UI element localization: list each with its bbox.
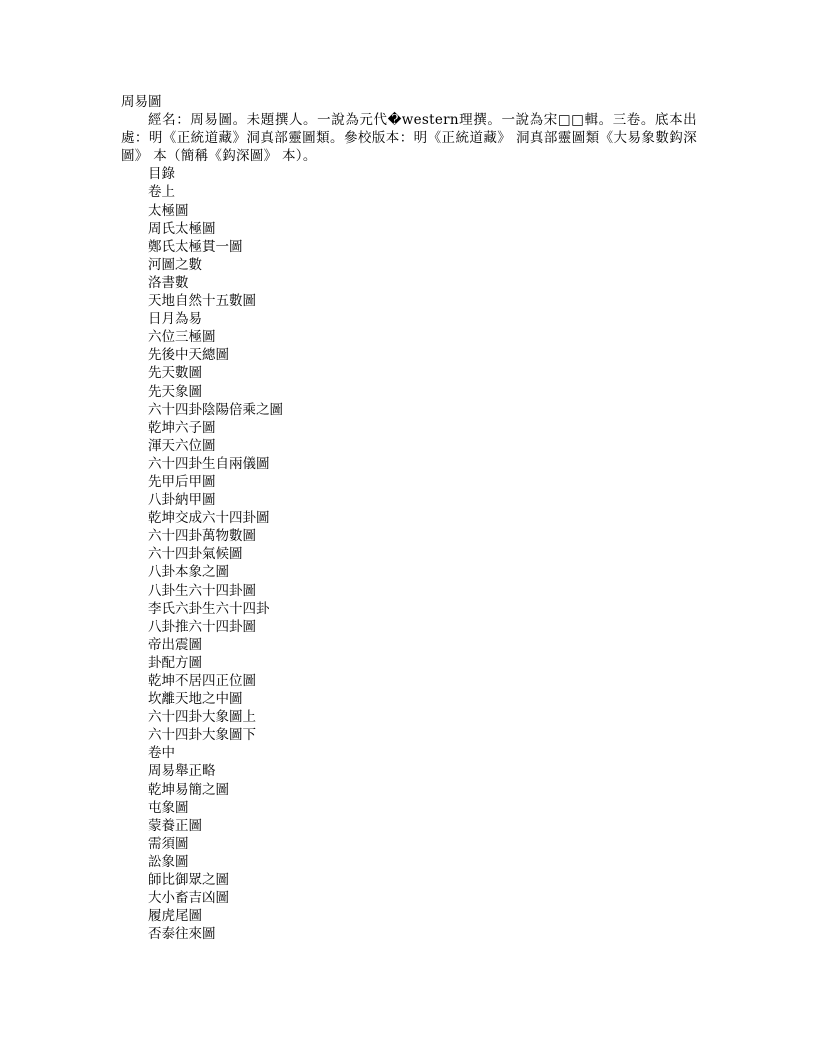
toc-item: 乾坤易簡之圖 [148, 781, 229, 798]
toc-item: 先天數圖 [148, 365, 202, 382]
toc-item: 卷中 [148, 745, 175, 762]
toc-item: 八卦本象之圖 [148, 564, 229, 581]
document-page [121, 93, 697, 943]
toc-item: 八卦生六十四卦圖 [148, 582, 256, 599]
toc-item: 師比御眾之圖 [148, 872, 229, 889]
toc-item: 天地自然十五數圖 [148, 293, 256, 310]
toc-item: 六十四卦大象圖上 [148, 709, 256, 726]
toc-item: 六十四卦陰陽倍乘之圖 [148, 401, 283, 418]
toc-item: 卦配方圖 [148, 654, 202, 671]
table-of-contents [121, 165, 697, 943]
toc-item: 周氏太極圖 [148, 220, 216, 237]
toc-item: 乾坤不居四正位圖 [148, 673, 256, 689]
toc-item: 蒙養正圖 [148, 817, 202, 834]
toc-item: 先天象圖 [148, 383, 202, 400]
toc-item: 渾天六位圖 [148, 437, 216, 454]
toc-item: 目錄 [148, 166, 175, 183]
toc-item: 訟象圖 [148, 853, 189, 870]
toc-item: 乾坤六子圖 [148, 419, 216, 436]
toc-item: 六十四卦生自兩儀圖 [148, 455, 270, 472]
toc-item: 洛書數 [148, 274, 189, 291]
toc-item: 八卦納甲圖 [148, 492, 216, 509]
toc-item: 乾坤交成六十四卦圖 [148, 510, 270, 527]
toc-item: 坎離天地之中圖 [148, 691, 243, 708]
toc-item: 需須圖 [148, 835, 189, 852]
toc-item: 履虎尾圖 [148, 908, 202, 925]
toc-item: 六十四卦氣候圖 [148, 546, 243, 563]
intro-paragraph: 經名：周易圖。未題撰人。一說為元代�western理撰。一說為宋□□輯。三卷。底本出處：明《正統道藏》洞真部靈圖類。參校版本：明《正統道藏》 洞真部靈圖類《大易象數鈎深圖》 本（簡稱《鈎深圖》 本）。 [121, 112, 697, 165]
document-title: 周易圖 [121, 94, 162, 110]
toc-item: 周易舉正略 [148, 763, 216, 780]
toc-item: 卷上 [148, 184, 175, 201]
toc-item: 六位三極圖 [148, 329, 216, 346]
toc-item: 河圖之數 [148, 256, 202, 273]
toc-item: 太極圖 [148, 202, 189, 219]
toc-item: 先後中天總圖 [148, 347, 229, 364]
toc-item: 鄭氏太極貫一圖 [148, 238, 243, 255]
toc-item: 大小畜吉凶圖 [148, 890, 229, 907]
toc-item: 八卦推六十四卦圖 [148, 618, 256, 635]
toc-item: 日月為易 [148, 311, 202, 328]
toc-item: 否泰往來圖 [148, 926, 216, 943]
toc-item: 六十四卦萬物數圖 [148, 528, 256, 545]
toc-item: 屯象圖 [148, 799, 189, 816]
toc-item: 帝出震圖 [148, 636, 202, 653]
toc-item: 六十四卦大象圖下 [148, 727, 256, 744]
toc-item: 李氏六卦生六十四卦 [148, 600, 270, 617]
toc-item: 先甲后甲圖 [148, 473, 216, 490]
